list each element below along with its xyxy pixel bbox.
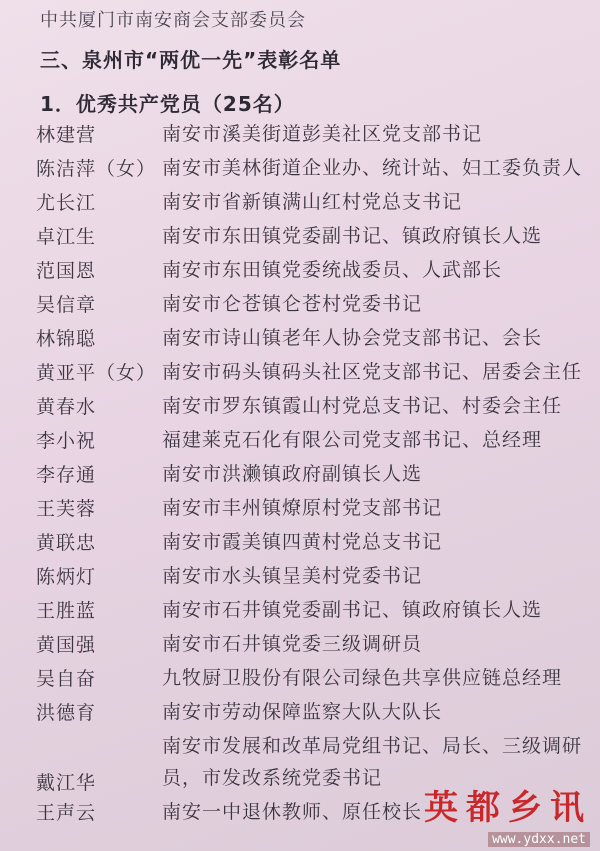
honoree-role: 南安市劳动保障监察大队大队长 (162, 701, 443, 723)
list-item (36, 254, 596, 288)
honoree-role: 九牧厨卫股份有限公司绿色共享供应链总经理 (162, 667, 563, 689)
honoree-name: 王胜蓝 (36, 600, 97, 622)
honoree-role: 南安市罗东镇霞山村党总支书记、村委会主任 (162, 395, 563, 417)
honoree-name: 林锦聪 (36, 328, 97, 350)
honoree-name: 洪德育 (36, 702, 97, 724)
list-item (36, 288, 596, 322)
honoree-name: 戴江华 (36, 772, 97, 794)
list-item (36, 526, 596, 560)
honoree-name: 黄联忠 (36, 532, 97, 554)
list-item (36, 390, 596, 424)
honoree-list (36, 118, 596, 830)
list-item (36, 424, 596, 458)
honoree-name: 卓江生 (36, 226, 97, 248)
honoree-role: 南安一中退休教师、原任校长 (162, 801, 423, 823)
honoree-role: 南安市丰州镇燎原村党支部书记 (162, 497, 443, 519)
honoree-role: 南安市美林街道企业办、统计站、妇工委负责人 (162, 157, 583, 179)
honoree-role: 南安市仑苍镇仑苍村党委书记 (162, 293, 423, 315)
section-title: 三、泉州市“两优一先”表彰名单 (40, 48, 342, 72)
list-item (36, 186, 596, 220)
list-item (36, 662, 596, 696)
honoree-name: 李小祝 (36, 430, 97, 452)
honoree-name: 尤长江 (36, 192, 97, 214)
list-item (36, 594, 596, 628)
list-item (36, 220, 596, 254)
honoree-role: 南安市霞美镇四黄村党总支书记 (162, 531, 443, 553)
honoree-role: 南安市码头镇码头社区党支部书记、居委会主任 (162, 361, 583, 383)
honoree-name: 王芙蓉 (36, 498, 97, 520)
list-item (36, 628, 596, 662)
list-item (36, 560, 596, 594)
honoree-role: 福建莱克石化有限公司党支部书记、总经理 (162, 429, 543, 451)
honoree-name: 陈洁萍（女） (36, 158, 157, 180)
honoree-role: 南安市水头镇呈美村党委书记 (162, 565, 423, 587)
list-item (36, 492, 596, 526)
honoree-role: 南安市诗山镇老年人协会党支部书记、会长 (162, 327, 543, 349)
honoree-name: 黄国强 (36, 634, 97, 656)
list-item (36, 696, 596, 730)
honoree-role: 南安市东田镇党委副书记、镇政府镇长人选 (162, 225, 543, 247)
honoree-role: 南安市石井镇党委三级调研员 (162, 633, 423, 655)
list-item (36, 118, 596, 152)
list-item (36, 458, 596, 492)
honoree-role: 南安市发展和改革局党组书记、局长、三级调研员，市发改系统党委书记 (162, 735, 583, 789)
honoree-role: 南安市石井镇党委副书记、镇政府镇长人选 (162, 599, 543, 621)
honoree-name: 吴自奋 (36, 668, 97, 690)
subsection-title: 1．优秀共产党员（25名） (40, 92, 295, 116)
honoree-role: 南安市东田镇党委统战委员、人武部长 (162, 259, 503, 281)
honoree-name: 黄春水 (36, 396, 97, 418)
organization-header: 中共厦门市南安商会支部委员会 (40, 10, 306, 31)
honoree-name: 李存通 (36, 464, 97, 486)
honoree-name: 吴信章 (36, 294, 97, 316)
honoree-role: 南安市溪美街道彭美社区党支部书记 (162, 123, 483, 145)
watermark-url: www.ydxx.net (488, 832, 590, 847)
honoree-name: 陈炳灯 (36, 566, 97, 588)
watermark-logo: 英都乡讯 (424, 788, 592, 828)
honoree-name: 王声云 (36, 802, 97, 824)
list-item (36, 356, 596, 390)
list-item (36, 322, 596, 356)
honoree-name: 林建营 (36, 124, 97, 146)
honoree-role: 南安市省新镇满山红村党总支书记 (162, 191, 463, 213)
honoree-role: 南安市洪濑镇政府副镇长人选 (162, 463, 423, 485)
list-item (36, 152, 596, 186)
honoree-name: 范国恩 (36, 260, 97, 282)
honoree-name: 黄亚平（女） (36, 362, 157, 384)
